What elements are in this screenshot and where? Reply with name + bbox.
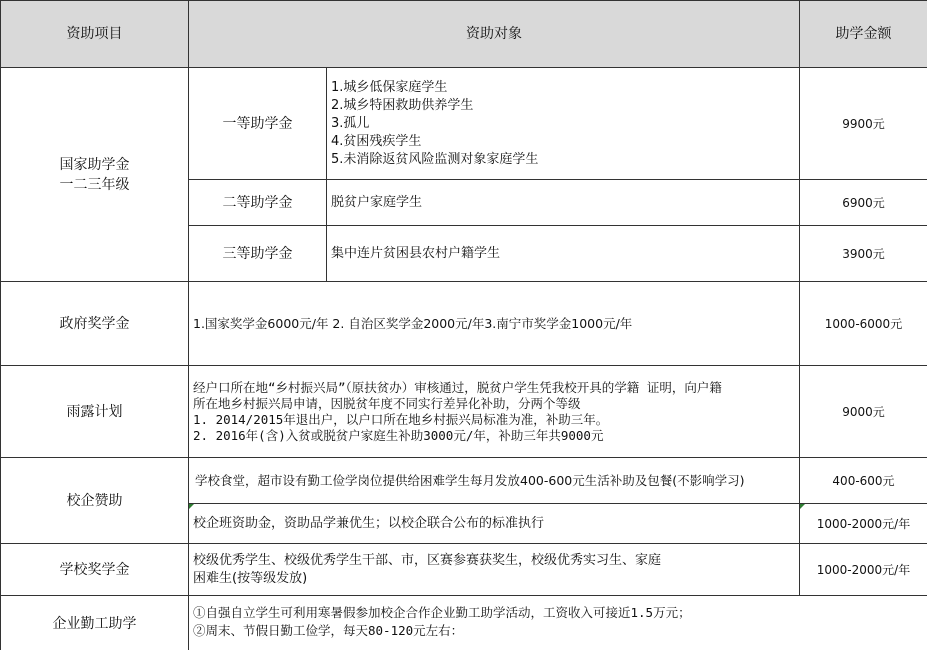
table-row — [1, 544, 927, 596]
yulu-amount: 9000元 — [800, 366, 927, 458]
school-enterprise-target: 学校食堂，超市设有勤工俭学岗位提供给困难学生每月发放400-600元生活补助及包餐(不影响学习) — [189, 458, 800, 504]
tier-amount: 9900元 — [800, 68, 927, 180]
category-line: 一二三年级 — [59, 176, 130, 193]
target-line: 所在地乡村振兴局申请，因脱贫年度不同实行差异化补助，分两个等级 — [193, 395, 581, 411]
table-row — [1, 68, 927, 180]
school-scholarship-amount: 1000-2000元/年 — [800, 544, 927, 596]
target-line: 2. 2016年(含)入贫或脱贫户家庭生补助3000元/年，补助三年共9000元 — [193, 427, 604, 443]
category-work-study: 企业勤工助学 — [1, 596, 189, 650]
target-line: ②周末、节假日勤工俭学，每天80-120元左右： — [193, 623, 464, 638]
category-line: 国家助学金 — [59, 156, 130, 173]
gov-scholarship-target: 1.国家奖学金6000元/年 2. 自治区奖学金2000元/年3.南宁市奖学金1000元/年 — [189, 282, 800, 366]
target-line: 3.孤儿 — [331, 115, 370, 131]
header-amount: 助学金额 — [800, 1, 927, 68]
gov-scholarship-amount: 1000-6000元 — [800, 282, 927, 366]
target-line: 经户口所在地“乡村振兴局”（原扶贫办）审核通过，脱贫户学生凭我校开具的学籍 证明，向户籍 — [193, 379, 722, 395]
tier-targets — [327, 68, 800, 180]
tier-target: 集中连片贫困县农村户籍学生 — [327, 226, 800, 282]
header-target: 资助对象 — [189, 1, 800, 68]
category-yulu-plan: 雨露计划 — [1, 366, 189, 458]
category-gov-scholarship: 政府奖学金 — [1, 282, 189, 366]
category-national-grant — [1, 68, 189, 282]
target-line: 困难生(按等级发放) — [193, 570, 308, 586]
table-row — [1, 596, 927, 650]
header-row — [1, 1, 927, 68]
school-enterprise-amount: 1000-2000元/年 — [800, 504, 927, 544]
tier-amount: 3900元 — [800, 226, 927, 282]
school-enterprise-amount: 400-600元 — [800, 458, 927, 504]
target-line: 5.未消除返贫风险监测对象家庭学生 — [331, 151, 539, 167]
table-row — [1, 458, 927, 504]
school-scholarship-target — [189, 544, 800, 596]
yulu-target — [189, 366, 800, 458]
table-row — [1, 282, 927, 366]
work-study-target — [189, 596, 927, 650]
target-line: 校级优秀学生、校级优秀学生干部、市，区赛参赛获奖生，校级优秀实习生、家庭 — [193, 552, 662, 568]
category-school-enterprise: 校企赞助 — [1, 458, 189, 544]
target-line: 1. 2014/2015年退出户，以户口所在地乡村振兴局标准为准，补助三年。 — [193, 411, 609, 427]
school-enterprise-target: 校企班资助金，资助品学兼优生；以校企联合公布的标准执行 — [189, 504, 800, 544]
tier-target: 脱贫户家庭学生 — [327, 180, 800, 226]
table-row — [1, 366, 927, 458]
header-project: 资助项目 — [1, 1, 189, 68]
target-line: ①自强自立学生可利用寒暑假参加校企合作企业勤工助学活动，工资收入可接近1.5万元； — [193, 605, 691, 620]
target-line: 2.城乡特困救助供养学生 — [331, 97, 474, 113]
tier-label: 一等助学金 — [189, 68, 327, 180]
tier-label: 二等助学金 — [189, 180, 327, 226]
tier-label: 三等助学金 — [189, 226, 327, 282]
target-line: 1.城乡低保家庭学生 — [331, 79, 448, 95]
category-school-scholarship: 学校奖学金 — [1, 544, 189, 596]
target-line: 4.贫困残疾学生 — [331, 133, 422, 149]
tier-amount: 6900元 — [800, 180, 927, 226]
